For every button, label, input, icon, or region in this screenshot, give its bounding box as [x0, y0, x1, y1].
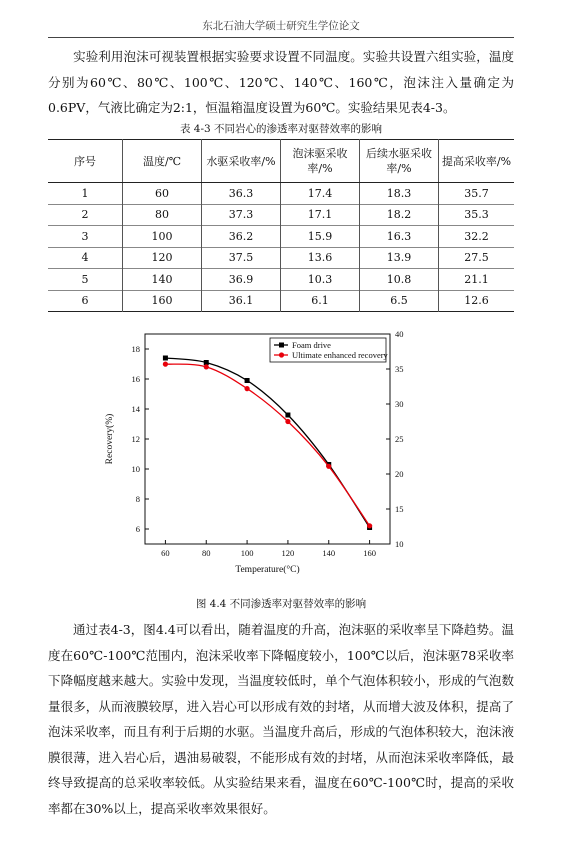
table-cell: 3	[48, 226, 123, 248]
paragraph-intro-text: 实验利用泡沫可视装置根据实验要求设置不同温度。实验共设置六组实验，温度分别为60℃、80℃、100℃、120℃、140℃、160℃，泡沫注入量确定为0.6PV，气液比确定为2:1，恒温箱温度设置为60℃。实验结果见表4-3。	[48, 49, 514, 115]
y-left-tick-label: 8	[135, 494, 140, 504]
table-cell: 15.9	[281, 226, 360, 248]
y-left-tick-label: 16	[131, 374, 140, 384]
table-cell: 6.1	[281, 290, 360, 312]
y-left-tick-label: 18	[131, 344, 140, 354]
table-cell: 37.3	[202, 204, 281, 226]
data-point-circle	[326, 464, 331, 469]
table-cell: 37.5	[202, 247, 281, 269]
legend-marker-square	[279, 343, 284, 348]
table-cell: 12.6	[439, 290, 515, 312]
table-cell: 18.2	[360, 204, 439, 226]
table-cell: 36.9	[202, 269, 281, 291]
data-point-circle	[163, 362, 168, 367]
x-tick-label: 140	[322, 548, 336, 558]
legend-label: Foam drive	[292, 340, 331, 350]
table-cell: 13.6	[281, 247, 360, 269]
chart-svg	[100, 326, 420, 586]
x-axis-label: Temperature(°C)	[235, 565, 300, 575]
recovery-chart	[100, 326, 420, 586]
series-line-2	[165, 364, 369, 526]
table-cell: 17.4	[281, 183, 360, 205]
table-cell: 13.9	[360, 247, 439, 269]
table-cell: 5	[48, 269, 123, 291]
data-point-square	[285, 413, 290, 418]
results-table	[48, 139, 514, 312]
page-header: 东北石油大学硕士研究生学位论文	[48, 18, 514, 38]
table-cell: 6.5	[360, 290, 439, 312]
table-row	[48, 183, 514, 205]
table-row	[48, 290, 514, 312]
table-cell: 10.8	[360, 269, 439, 291]
table-cell: 160	[123, 290, 202, 312]
paragraph-discussion-text: 通过表4-3，图4.4可以看出，随着温度的升高，泡沫驱的采收率呈下降趋势。温度在60℃-100℃范围内，泡沫采收率下降幅度较小，100℃以后，泡沫驱78采收率下降幅度越来越大。实验中发现，当温度较低时，单个气泡体积较小，形成的气泡数量很多，从而液膜较厚，进入岩心可以形成有效的封堵，从而增大波及体积，提高了泡沫采收率，而且有利于后期的水驱。当温度升高后，形成的气泡体积较大，泡沫液膜很薄，进入岩心后，遇油易破裂，不能形成有效的封堵，从而泡沫采收率降低，最终导致提高的总采收率较低。从实验结果来看，温度在60℃-100℃时，提高的采收率都在30%以上，提高采收率效果很好。	[48, 622, 514, 816]
table-cell: 6	[48, 290, 123, 312]
y-right-tick-label: 35	[395, 364, 404, 374]
table-cell: 10.3	[281, 269, 360, 291]
table-cell: 60	[123, 183, 202, 205]
table-header-row	[48, 140, 514, 183]
table-cell: 32.2	[439, 226, 515, 248]
table-row	[48, 269, 514, 291]
table-header-cell: 温度/℃	[123, 140, 202, 183]
table-row	[48, 226, 514, 248]
table-cell: 80	[123, 204, 202, 226]
table-cell: 36.3	[202, 183, 281, 205]
y-right-tick-label: 15	[395, 504, 404, 514]
table-cell: 18.3	[360, 183, 439, 205]
table-cell: 120	[123, 247, 202, 269]
table-cell: 100	[123, 226, 202, 248]
table-header-cell: 序号	[48, 140, 123, 183]
table-cell: 140	[123, 269, 202, 291]
y-left-tick-label: 6	[135, 524, 140, 534]
y-axis-label: Recovery(%)	[105, 413, 115, 465]
data-point-square	[245, 378, 250, 383]
y-left-tick-label: 14	[131, 404, 140, 414]
table-cell: 36.2	[202, 226, 281, 248]
data-point-square	[163, 356, 168, 361]
table-cell: 35.7	[439, 183, 515, 205]
table-header-cell: 水驱采收率/%	[202, 140, 281, 183]
y-left-tick-label: 12	[131, 434, 140, 444]
y-left-tick-label: 10	[131, 464, 140, 474]
table-cell: 4	[48, 247, 123, 269]
figure-caption: 图 4.4 不同渗透率对驱替效率的影响	[195, 598, 367, 610]
legend-label: Ultimate enhanced recovery	[292, 350, 388, 360]
table-cell: 35.3	[439, 204, 515, 226]
paragraph-intro	[48, 44, 514, 121]
paragraph-discussion	[48, 617, 514, 821]
x-tick-label: 120	[281, 548, 295, 558]
data-point-circle	[285, 419, 290, 424]
table-header-cell: 后续水驱采收率/%	[360, 140, 439, 183]
data-point-square	[204, 360, 209, 365]
data-point-circle	[204, 364, 209, 369]
table-cell: 2	[48, 204, 123, 226]
table-cell: 21.1	[439, 269, 515, 291]
x-tick-label: 60	[161, 548, 170, 558]
x-tick-label: 80	[202, 548, 211, 558]
data-point-circle	[367, 523, 372, 528]
table-row	[48, 204, 514, 226]
table-row	[48, 247, 514, 269]
series-line-1	[165, 358, 369, 528]
table-cell: 1	[81, 186, 89, 200]
table-header-cell: 提高采收率/%	[439, 140, 515, 183]
x-tick-label: 160	[363, 548, 376, 558]
table-caption: 表 4-3 不同岩心的渗透率对驱替效率的影响	[179, 123, 383, 135]
y-right-tick-label: 25	[395, 434, 404, 444]
data-point-circle	[244, 386, 249, 391]
table-header-cell: 泡沫驱采收率/%	[281, 140, 360, 183]
plot-frame	[145, 334, 390, 544]
y-right-tick-label: 40	[395, 329, 404, 339]
table-cell: 27.5	[439, 247, 515, 269]
table-cell: 16.3	[360, 226, 439, 248]
table-cell: 36.1	[202, 290, 281, 312]
y-right-tick-label: 30	[395, 399, 404, 409]
y-right-tick-label: 20	[395, 469, 404, 479]
table-cell: 17.1	[281, 204, 360, 226]
legend-marker-circle	[279, 352, 284, 357]
x-tick-label: 100	[240, 548, 254, 558]
y-right-tick-label: 10	[395, 539, 404, 549]
